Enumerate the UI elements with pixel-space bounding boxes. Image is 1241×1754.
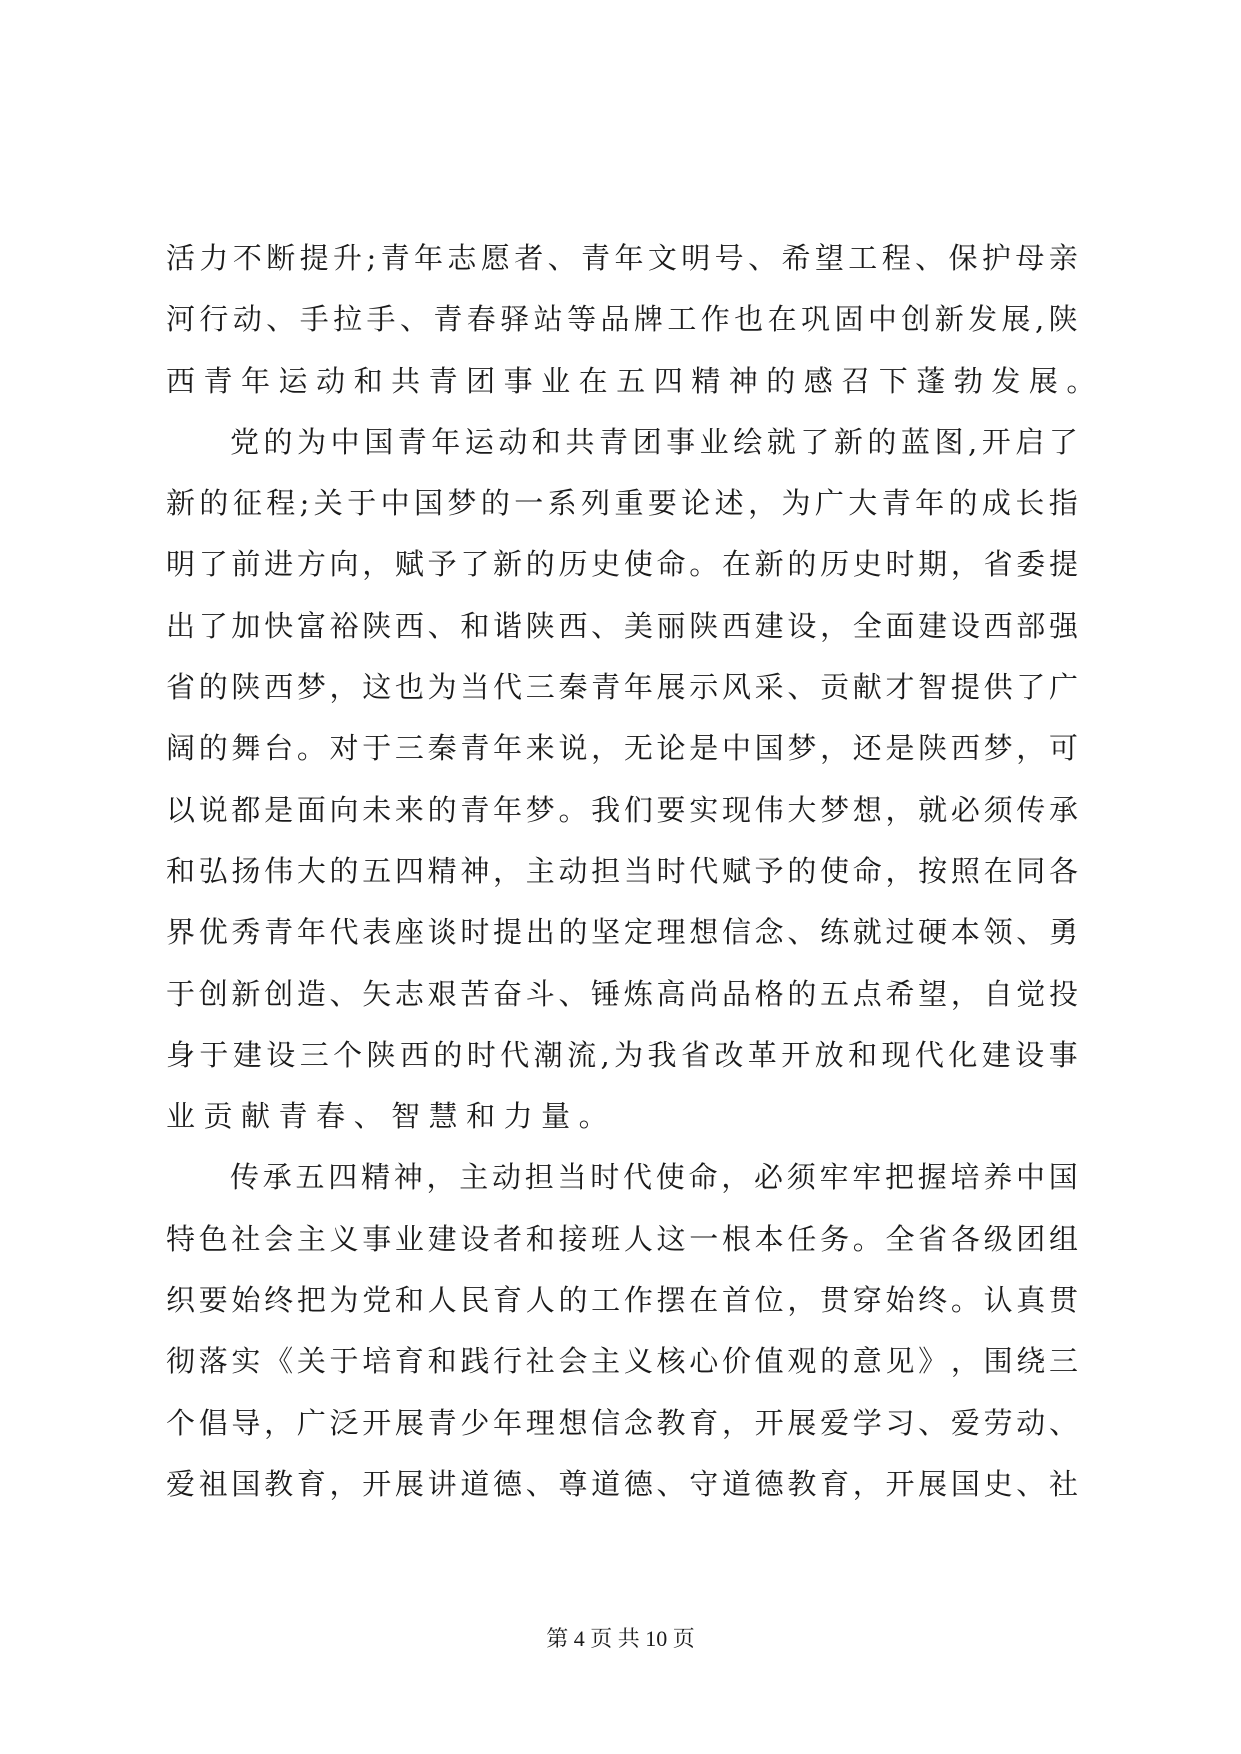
text-line: 以 说 都 是 面 向 未 来 的 青 年 梦 。 我 们 要 实 现 伟 大 梦 想 ， 就 必 须 传 承: [166, 792, 1078, 827]
text-line: 活 力 不 断 提 升 ; 青 年 志 愿 者 、 青 年 文 明 号 、 希 望 工 程 、 保 护 母 亲: [166, 241, 1078, 275]
page-footer: 第 4 页 共 10 页: [546, 1626, 695, 1651]
text-line: 个 倡 导 ， 广 泛 开 展 青 少 年 理 想 信 念 教 育 ， 开 展 爱 学 习 、 爱 劳 动 、: [166, 1405, 1078, 1440]
text-line: 党 的 为 中 国 青 年 运 动 和 共 青 团 事 业 绘 就 了 新 的 蓝 图 , 开 启 了: [230, 424, 1078, 459]
text-line: 和 弘 扬 伟 大 的 五 四 精 神 ， 主 动 担 当 时 代 赋 予 的 使 命 ， 按 照 在 同 各: [166, 853, 1078, 888]
text-line: 出 了 加 快 富 裕 陕 西 、 和 谐 陕 西 、 美 丽 陕 西 建 设 ， 全 面 建 设 西 部 强: [166, 608, 1078, 643]
text-line: 省 的 陕 西 梦 ， 这 也 为 当 代 三 秦 青 年 展 示 风 采 、 贡 献 才 智 提 供 了 广: [166, 670, 1078, 705]
text-line: 界 优 秀 青 年 代 表 座 谈 时 提 出 的 坚 定 理 想 信 念 、 练 就 过 硬 本 领 、 勇: [166, 915, 1078, 950]
text-line: 彻 落 实 《 关 于 培 育 和 践 行 社 会 主 义 核 心 价 值 观 的 意 见 》 ， 围 绕 三: [166, 1344, 1078, 1379]
text-line: 河 行 动 、 手 拉 手 、 青 春 驿 站 等 品 牌 工 作 也 在 巩 固 中 创 新 发 展 , 陕: [166, 302, 1078, 337]
text-line: 业 贡 献 青 春 、 智 慧 和 力 量 。: [166, 1099, 617, 1134]
text-line: 明 了 前 进 方 向 ， 赋 予 了 新 的 历 史 使 命 。 在 新 的 历 史 时 期 ， 省 委 提: [166, 547, 1078, 582]
text-line: 特 色 社 会 主 义 事 业 建 设 者 和 接 班 人 这 一 根 本 任 务 。 全 省 各 级 团 组: [166, 1221, 1078, 1256]
text-line: 身 于 建 设 三 个 陕 西 的 时 代 潮 流 , 为 我 省 改 革 开 放 和 现 代 化 建 设 事: [166, 1037, 1078, 1072]
text-line: 传 承 五 四 精 神 ， 主 动 担 当 时 代 使 命 ， 必 须 牢 牢 把 握 培 养 中 国: [230, 1160, 1078, 1195]
text-line: 织 要 始 终 把 为 党 和 人 民 育 人 的 工 作 摆 在 首 位 ， 贯 穿 始 终 。 认 真 贯: [166, 1283, 1078, 1318]
body-text: [166, 228, 1104, 1515]
text-line: 阔 的 舞 台 。 对 于 三 秦 青 年 来 说 ， 无 论 是 中 国 梦 ， 还 是 陕 西 梦 ， 可: [166, 731, 1078, 766]
text-line: 爱 祖 国 教 育 ， 开 展 讲 道 德 、 尊 道 德 、 守 道 德 教 育 ， 开 展 国 史 、 社: [166, 1466, 1078, 1501]
text-line: 新 的 征 程 ; 关 于 中 国 梦 的 一 系 列 重 要 论 述 ， 为 广 大 青 年 的 成 长 指: [166, 486, 1078, 521]
text-line: 西 青 年 运 动 和 共 青 团 事 业 在 五 四 精 神 的 感 召 下 蓬 勃 发 展 。: [166, 363, 1104, 398]
text-line: 于 创 新 创 造 、 矢 志 艰 苦 奋 斗 、 锤 炼 高 尚 品 格 的 五 点 希 望 ， 自 觉 投: [166, 976, 1078, 1011]
